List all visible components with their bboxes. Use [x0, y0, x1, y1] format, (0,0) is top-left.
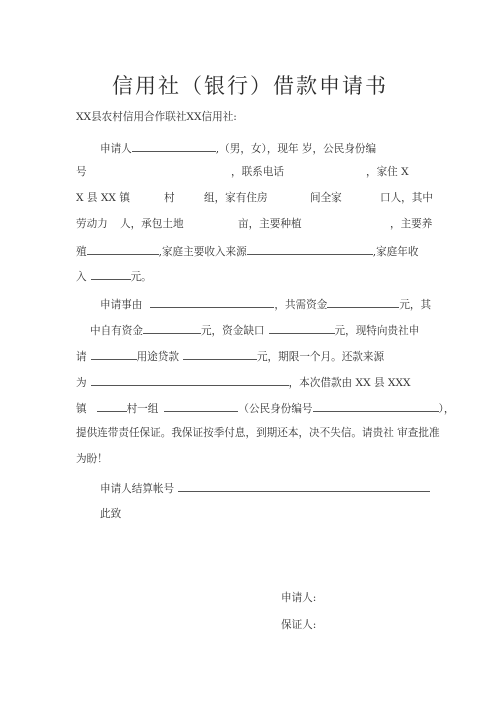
- applicant-line: [100, 140, 376, 156]
- family-members-text: 口人，其中: [380, 192, 433, 204]
- total-funds-text: ，共需资金: [274, 299, 328, 311]
- phone-text: ，联系电话: [231, 166, 284, 178]
- rooms-text: 间全家: [310, 192, 342, 204]
- reason-line: [100, 296, 431, 312]
- village-group-text: 村一组: [126, 403, 159, 415]
- for-label: 为: [76, 377, 87, 389]
- reason-label: 申请事由: [100, 299, 143, 311]
- village-text: 村: [164, 192, 175, 204]
- guarantor-intro-text: ，本次借款由 XX 县 XXX: [288, 377, 411, 389]
- housing-text: 组，家有住房: [204, 192, 268, 204]
- breeding-label: 殖: [76, 246, 87, 258]
- income-source-blank: [247, 243, 373, 255]
- repayment-source-line: [76, 374, 411, 390]
- guarantor-signature-label: 保证人:: [281, 619, 317, 631]
- town-label: 镇: [76, 403, 87, 415]
- own-funds-blank: [143, 322, 201, 334]
- settlement-account-blank: [178, 480, 430, 492]
- settlement-account-line: [100, 480, 430, 496]
- applicant-label: 申请人: [100, 143, 132, 155]
- loan-amount-blank: [183, 348, 257, 360]
- purpose-loan-text: 用途贷款: [136, 351, 179, 363]
- land-text: 人，承包土地: [120, 218, 184, 230]
- residence-text: ，家住 X: [366, 166, 409, 178]
- crops-text: 亩，主要种植: [238, 218, 302, 230]
- income-label: 入: [76, 271, 87, 283]
- id-phone-line: [76, 165, 456, 179]
- labor-land-line: [76, 217, 456, 231]
- settlement-account-label: 申请人结算帐号: [100, 483, 175, 495]
- closing-paren-text: ），: [438, 403, 455, 415]
- document-title: 信用社（银行）借款申请书: [112, 74, 388, 98]
- labor-text: 劳动力: [76, 218, 108, 230]
- term-text: 元，期限一个月。还款来源: [256, 351, 385, 363]
- addressee: XX县农村信用合作联社XX信用社:: [76, 111, 237, 123]
- applicant-signature-label: 申请人:: [281, 592, 317, 604]
- income-source-text: ,家庭主要收入来源: [158, 246, 247, 258]
- guarantee-statement: 提供连带责任保证。我保证按季付息，到期还本，决不失信。请贵社 审查批准: [76, 427, 440, 439]
- guarantor-id-blank: [313, 400, 439, 412]
- own-funds-label: 中自有资金: [90, 325, 143, 337]
- of-which-text: 元，其: [399, 299, 432, 311]
- own-funds-line: [90, 322, 419, 338]
- request-label: 请: [76, 351, 87, 363]
- yuan-text: 元。: [130, 271, 152, 283]
- guarantor-id-text: （公民身份编号: [238, 403, 313, 415]
- purpose-blank: [91, 348, 137, 360]
- guarantor-village-blank: [97, 400, 127, 412]
- income-blank: [91, 268, 131, 280]
- applicant-name-blank: [132, 140, 216, 152]
- county-town-text: X 县 XX 镇: [76, 192, 130, 204]
- apply-text: 元，现特向贵社申: [334, 325, 420, 337]
- funding-gap-blank: [269, 322, 335, 334]
- guarantor-name-blank: [164, 400, 238, 412]
- annual-income-line: [76, 268, 152, 284]
- total-funds-blank: [327, 296, 399, 308]
- gender-age-text: ,（男，女），现年 岁，公民身份编: [215, 143, 377, 155]
- breeding-blank: [87, 243, 159, 255]
- loan-purpose-line: [76, 348, 384, 364]
- breeding-text: ，主要养: [390, 218, 433, 230]
- id-label: 号: [76, 166, 87, 178]
- funding-gap-text: 元，资金缺口: [200, 325, 265, 337]
- annual-income-text: ,家庭年收: [372, 246, 419, 258]
- guarantor-line: [76, 400, 454, 416]
- income-source-line: [76, 243, 418, 259]
- reason-blank: [150, 296, 274, 308]
- address-line: [76, 191, 456, 205]
- salutation: 此致: [100, 508, 122, 520]
- hope-text: 为盼！: [76, 453, 108, 465]
- repayment-source-blank: [91, 374, 289, 386]
